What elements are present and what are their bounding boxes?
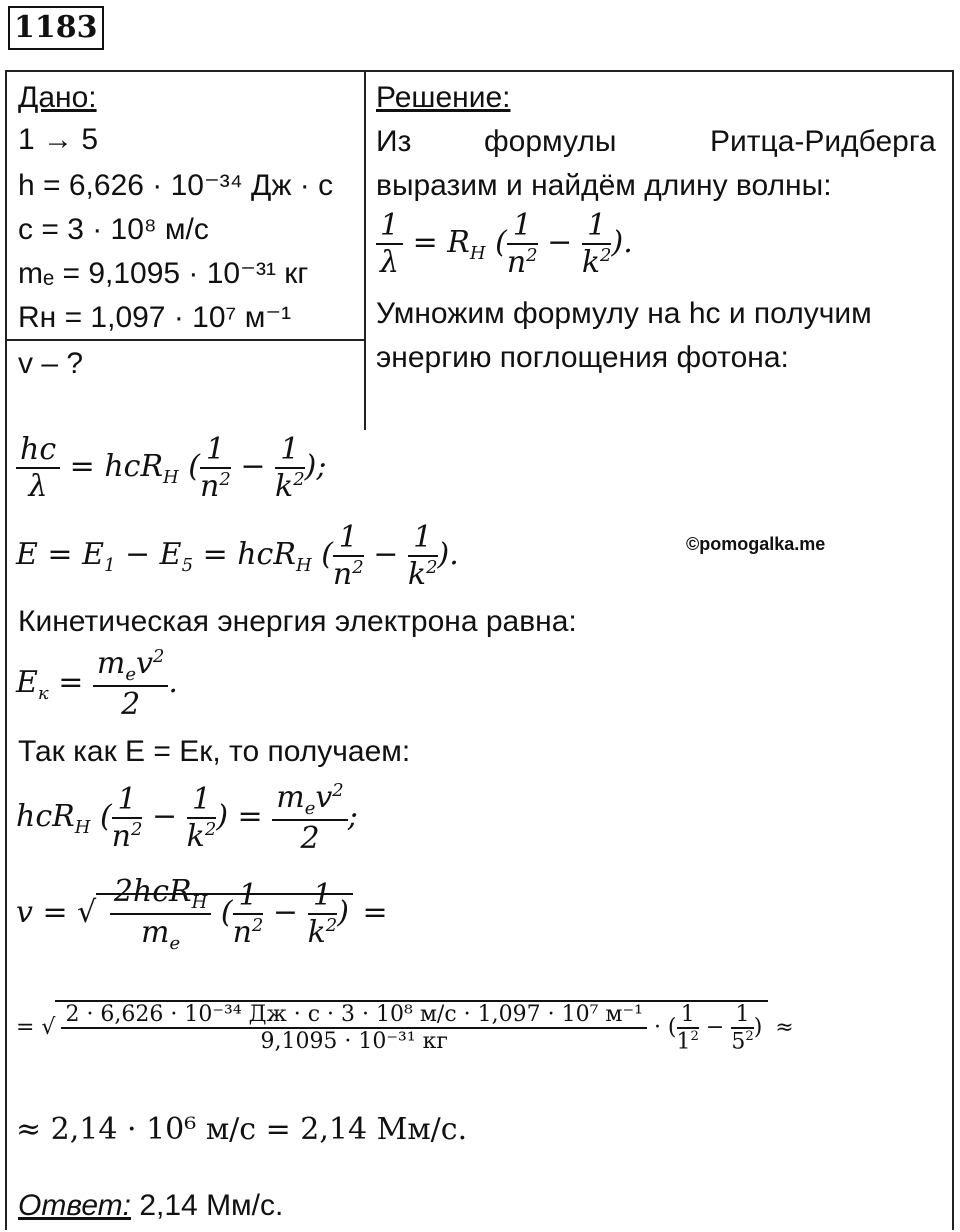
solution-p2-line2: энергию поглощения фотона:	[376, 341, 789, 374]
column-divider	[364, 70, 366, 430]
formula-energy: $E = E_1 - E_5 = hcR_H$ ( $\frac{1}{n^2}$ − $\frac{1}{k^2}$ ).	[16, 520, 459, 592]
formula-velocity: v = √ $\frac{2hcR_H}{m_e}$ ( $\frac{1}{n^2}$ − $\frac{1}{k^2}$ ) =	[16, 874, 388, 954]
numeric-numerator: 2 · 6,626 · 10⁻³⁴ Дж · с · 3 · 10⁸ м/с · 1,097 · 10⁷ м⁻¹	[61, 1002, 647, 1029]
given-transition: 1 → 5	[18, 123, 99, 156]
given-h: h = 6,626 · 10⁻³⁴ Дж · с	[18, 169, 334, 202]
formula-equality: hcR$_H$ ( $\frac{1}{n^2}$ − $\frac{1}{k^2}$ ) = $\frac{m_ev^2}{2}$ ;	[16, 780, 358, 856]
solution-p1-word3: Ритца-Ридберга	[710, 125, 936, 158]
given-rh: Rн = 1,097 · 10⁷ м⁻¹	[18, 301, 292, 334]
given-find: v – ?	[18, 347, 84, 380]
given-me: mₑ = 9,1095 · 10⁻³¹ кг	[18, 257, 309, 290]
solution-p1-line2: выразим и найдём длину волны:	[376, 169, 832, 202]
since-text: Так как E = Eк, то получаем:	[18, 735, 411, 768]
formula-hc-lambda: $\frac{hc}{\lambda}$ = hcR$_H$ ( $\frac{1}{n^2}$ − $\frac{1}{k^2}$ );	[16, 432, 326, 504]
formula-kinetic: $E_к$ = $\frac{m_ev^2}{2}$ .	[16, 646, 178, 722]
answer-label: Ответ:	[18, 1189, 131, 1222]
solution-p1-word1: Из	[376, 125, 412, 158]
formula-rydberg: $\frac{1}{\lambda}$ = $R_H$ ( $\frac{1}{n^2}$ − $\frac{1}{k^2}$ ).	[376, 208, 633, 280]
watermark: ©pomogalka.me	[686, 534, 826, 554]
given-header: Дано:	[18, 81, 97, 114]
numeric-denominator: 9,1095 · 10⁻³¹ кг	[260, 1029, 448, 1055]
formula-numeric: = √ $\frac{\text{2 · 6,626 · 10⁻³⁴ Дж · с · 3 · 10⁸ м/с · 1,097 · 10⁷ м⁻¹}}{\text{9,1095 · 10⁻³¹ кг}}$ · ( $\frac{1}{1^2}$ − $\frac{1}{5^2}$ ) ≈	[16, 1002, 794, 1055]
kinetic-text: Кинетическая энергия электрона равна:	[18, 605, 577, 638]
solution-p2-line1: Умножим формулу на hc и получим	[376, 297, 872, 330]
given-c: с = 3 · 10⁸ м/с	[18, 213, 209, 246]
answer-value: 2,14 Мм/с.	[139, 1189, 284, 1222]
problem-number: 1183	[8, 6, 104, 50]
solution-header: Решение:	[376, 81, 511, 114]
result: ≈ 2,14 · 10⁶ м/с = 2,14 Мм/с.	[16, 1112, 468, 1147]
answer-line	[18, 1184, 283, 1228]
solution-p1-word2: формулы	[484, 125, 617, 158]
